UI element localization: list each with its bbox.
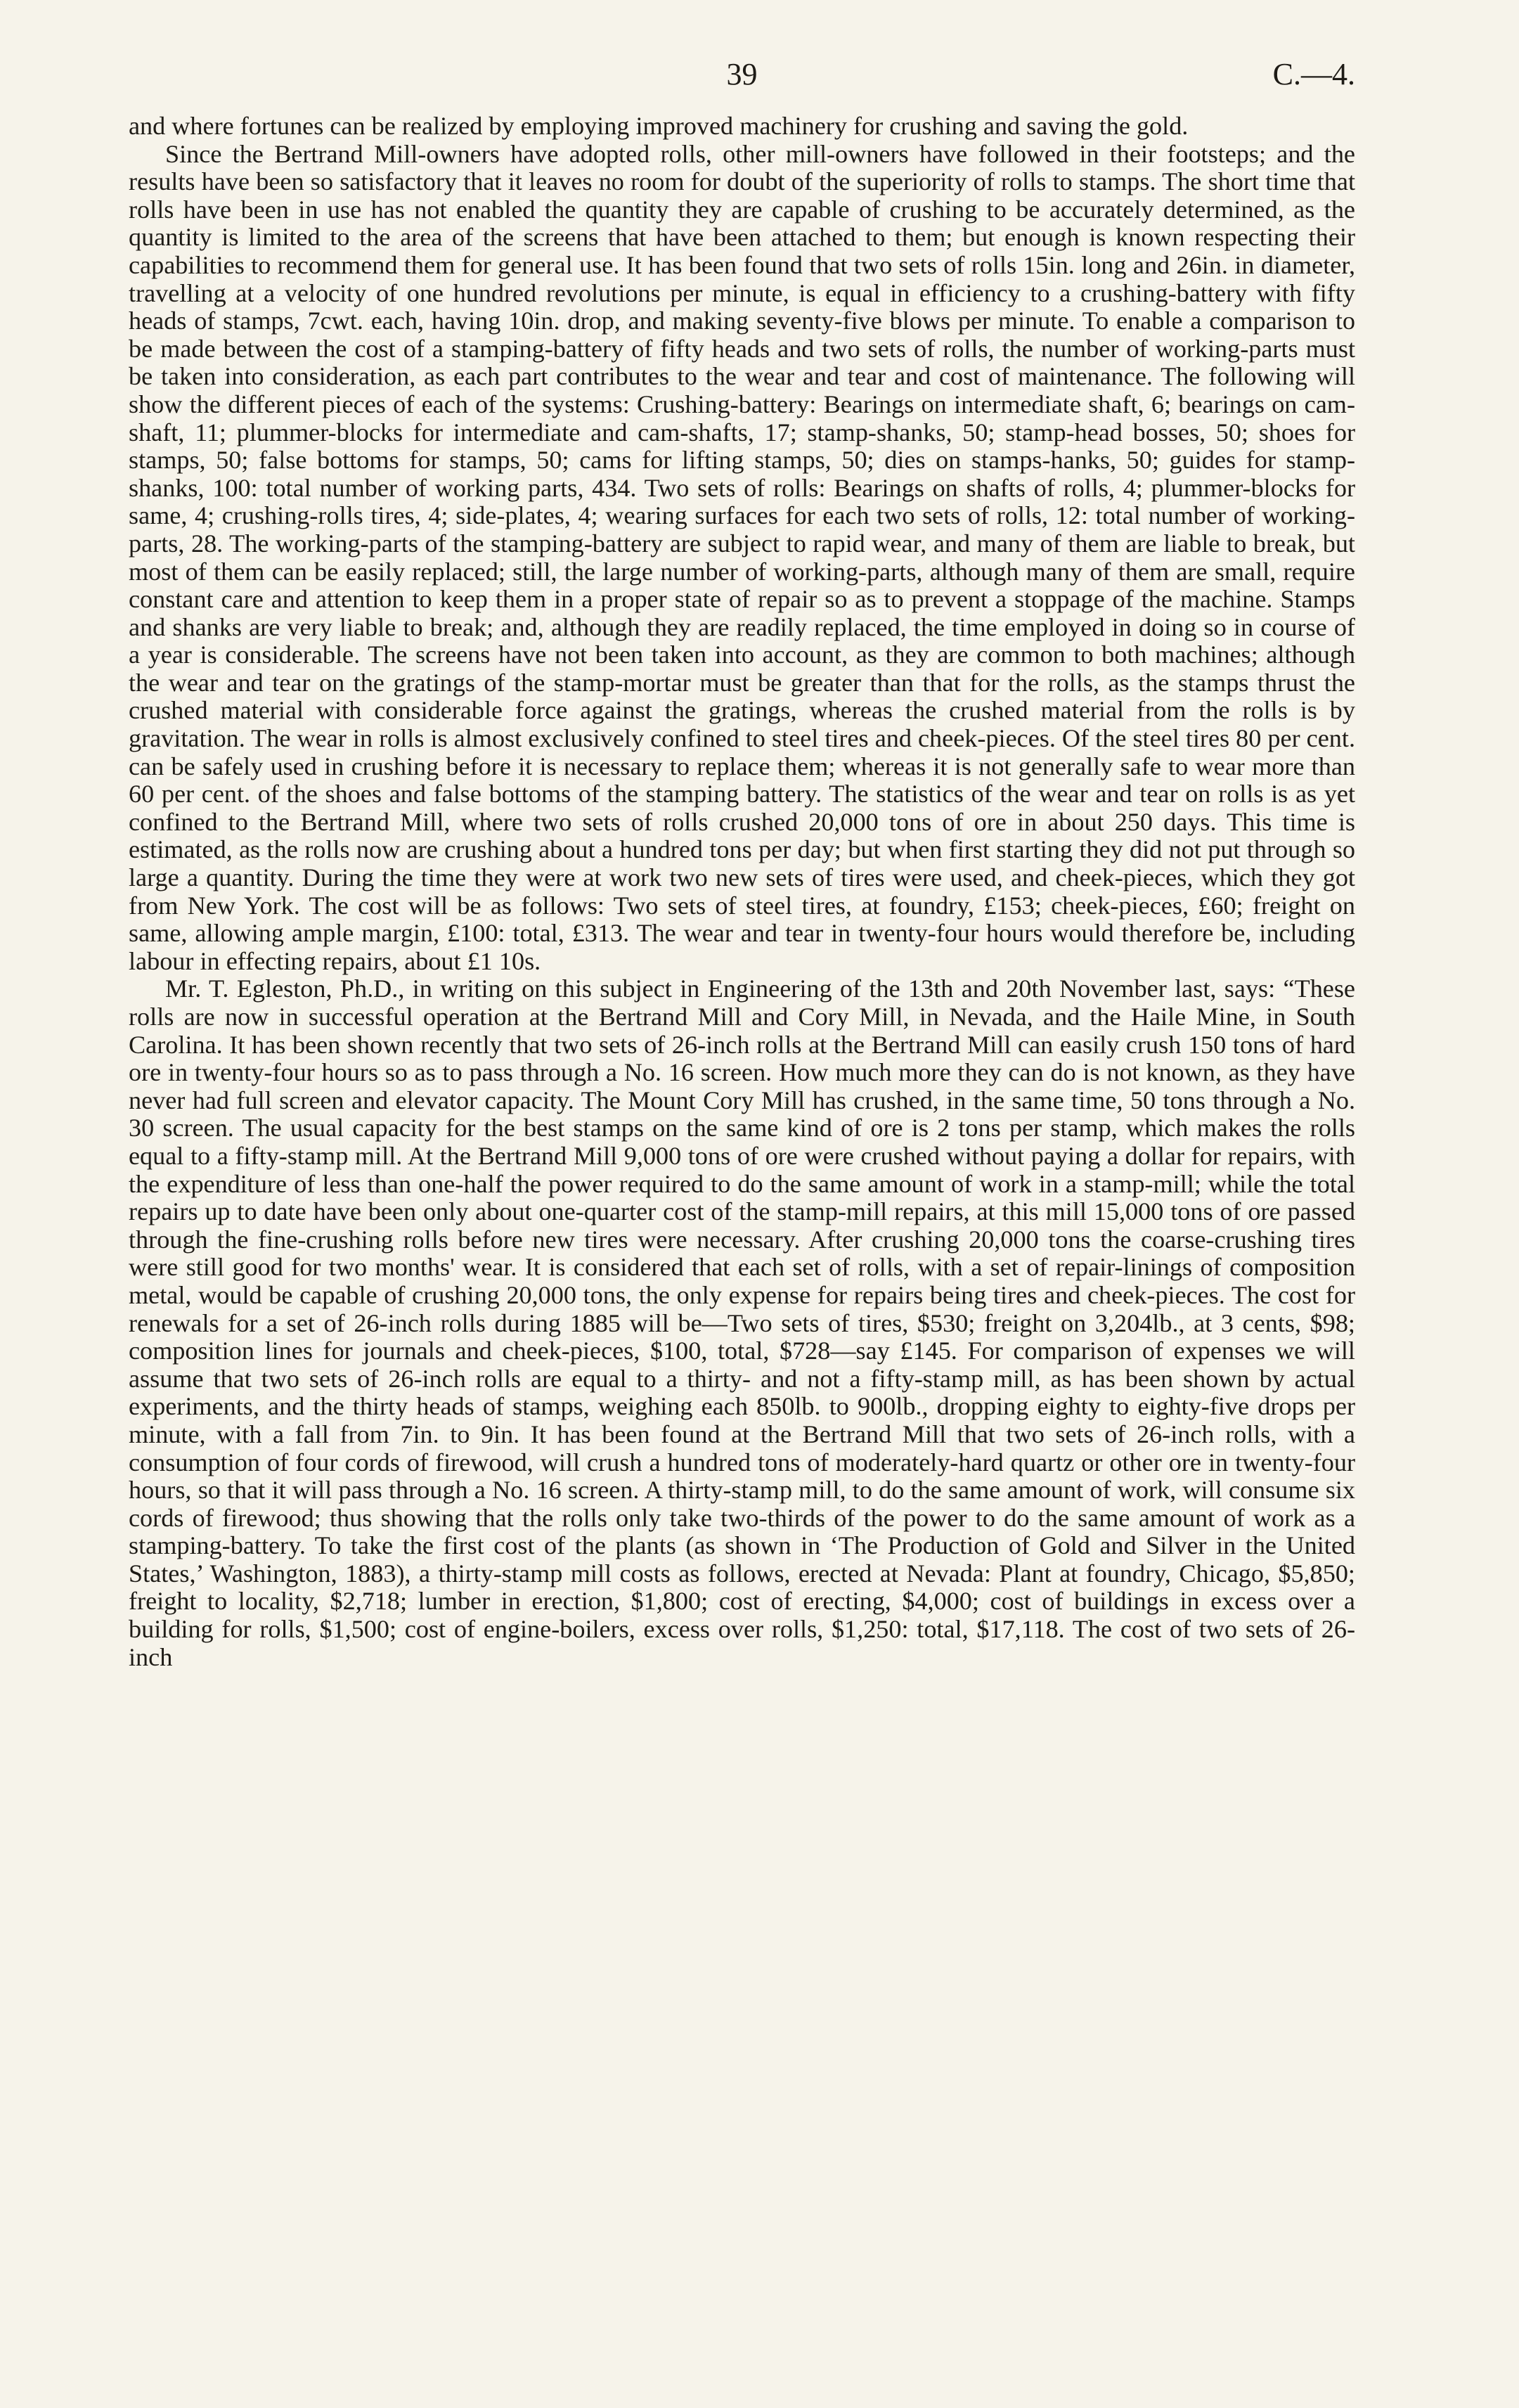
paragraph-rolls-vs-stamps: Since the Bertrand Mill-owners have adopted rolls, other mill-owners have followed in their footsteps; and the results have been so satisfactory that it leaves no room for doubt of the superiority of rolls to stamps. The short time that rolls have been in use has not enabled the quantity they are capable of crushing to be accurately determined, as the quantity is limited to the area of the screens that have been attached to them; but enough is known respecting their capabilities to recommend them for general use. It has been found that two sets of rolls 15in. long and 26in. in diameter, travelling at a velocity of one hundred revolutions per minute, is equal in efficiency to a crushing-battery with fifty heads of stamps, 7cwt. each, having 10in. drop, and making seventy-five blows per minute. To enable a comparison to be made between the cost of a stamping-battery of fifty heads and two sets of rolls, the number of working-parts must be taken into consideration, as each part contributes to the wear and tear and cost of maintenance. The following will show the different pieces of each of the systems: Crushing-battery: Bearings on intermediate shaft, 6; bearings on cam-shaft, 11; plummer-blocks for intermediate and cam-shafts, 17; stamp-shanks, 50; stamp-head bosses, 50; shoes for stamps, 50; false bottoms for stamps, 50; cams for lifting stamps, 50; dies on stamps-hanks, 50; guides for stamp-shanks, 100: total number of working parts, 434. Two sets of rolls: Bearings on shafts of rolls, 4; plummer-blocks for same, 4; crushing-rolls tires, 4; side-plates, 4; wearing surfaces for each two sets of rolls, 12: total number of working-parts, 28. The working-parts of the stamping-battery are subject to rapid wear, and many of them are liable to break, but most of them can be easily replaced; still, the large number of working-parts, although many of them are small, require constant care and attention to keep them in a proper state of repair so as to prevent a stoppage of the machine. Stamps and shanks are very liable to break; and, although they are readily replaced, the time employed in doing so in course of a year is considerable. The screens have not been taken into account, as they are common to both machines; although the wear and tear on the gratings of the stamp-mortar must be greater than that for the rolls, as the stamps thrust the crushed material with considerable force against the gratings, whereas the crushed material from the rolls is by gravitation. The wear in rolls is almost exclusively confined to steel tires and cheek-pieces. Of the steel tires 80 per cent. can be safely used in crushing before it is necessary to replace them; whereas it is not generally safe to wear more than 60 per cent. of the shoes and false bottoms of the stamping battery. The statistics of the wear and tear on rolls is as yet confined to the Bertrand Mill, where two sets of rolls crushed 20,000 tons of ore in about 250 days. This time is estimated, as the rolls now are crushing about a hundred tons per day; but when first starting they did not put through so large a quantity. During the time they were at work two new sets of tires were used, and cheek-pieces, which they got from New York. The cost will be as follows: Two sets of steel tires, at foundry, £153; cheek-pieces, £60; freight on same, allowing ample margin, £100: total, £313. The wear and tear in twenty-four hours would therefore be, including labour in effecting repairs, about £1 10s. [129,139,1355,975]
page-header [129,56,1355,112]
paragraph-egleston-quote: Mr. T. Egleston, Ph.D., in writing on this subject in Engineering of the 13th and 20th November last, says: “These rolls are now in successful operation at the Bertrand Mill and Cory Mill, in Nevada, and the Haile Mine, in South Carolina. It has been shown recently that two sets of 26-inch rolls at the Bertrand Mill can easily crush 150 tons of hard ore in twenty-four hours so as to pass through a No. 16 screen. How much more they can do is not known, as they have never had full screen and elevator capacity. The Mount Cory Mill has crushed, in the same time, 50 tons through a No. 30 screen. The usual capacity for the best stamps on the same kind of ore is 2 tons per stamp, which makes the rolls equal to a fifty-stamp mill. At the Bertrand Mill 9,000 tons of ore were crushed without paying a dollar for repairs, with the expenditure of less than one-half the power required to do the same amount of work in a stamp-mill; while the total repairs up to date have been only about one-quarter cost of the stamp-mill repairs, at this mill 15,000 tons of ore passed through the fine-crushing rolls before new tires were necessary. After crushing 20,000 tons the coarse-crushing tires were still good for two months' wear. It is considered that each set of rolls, with a set of repair-linings of composition metal, would be capable of crushing 20,000 tons, the only expense for repairs being tires and cheek-pieces. The cost for renewals for a set of 26-inch rolls during 1885 will be—Two sets of tires, $530; freight on 3,204lb., at 3 cents, $98; composition lines for journals and cheek-pieces, $100, total, $728—say £145. For comparison of expenses we will assume that two sets of 26-inch rolls are equal to a thirty- and not a fifty-stamp mill, as has been shown by actual experiments, and the thirty heads of stamps, weighing each 850lb. to 900lb., dropping eighty to eighty-five drops per minute, with a fall from 7in. to 9in. It has been found at the Bertrand Mill that two sets of 26-inch rolls, with a consumption of four cords of firewood, will crush a hundred tons of moderately-hard quartz or other ore in twenty-four hours, so that it will pass through a No. 16 screen. A thirty-stamp mill, to do the same amount of work, will consume six cords of firewood; thus showing that the rolls only take two-thirds of the power to do the same amount of work as a stamping-battery. To take the first cost of the plants (as shown in ‘The Production of Gold and Silver in the United States,’ Washington, 1883), a thirty-stamp mill costs as follows, erected at Nevada: Plant at foundry, Chicago, $5,850; freight to locality, $2,718; lumber in erection, $1,800; cost of erecting, $4,000; cost of buildings in excess over a building for rolls, $1,500; cost of engine-boilers, excess over rolls, $1,250: total, $17,118. The cost of two sets of 26-inch [129,974,1355,1671]
document-page [129,56,1355,1671]
body-text [129,112,1355,1671]
paragraph-continued: and where fortunes can be realized by employing improved machinery for crushing and saving the gold. [129,112,1189,140]
page-number: 39 [726,57,758,91]
document-reference: C.—4. [1272,57,1355,91]
